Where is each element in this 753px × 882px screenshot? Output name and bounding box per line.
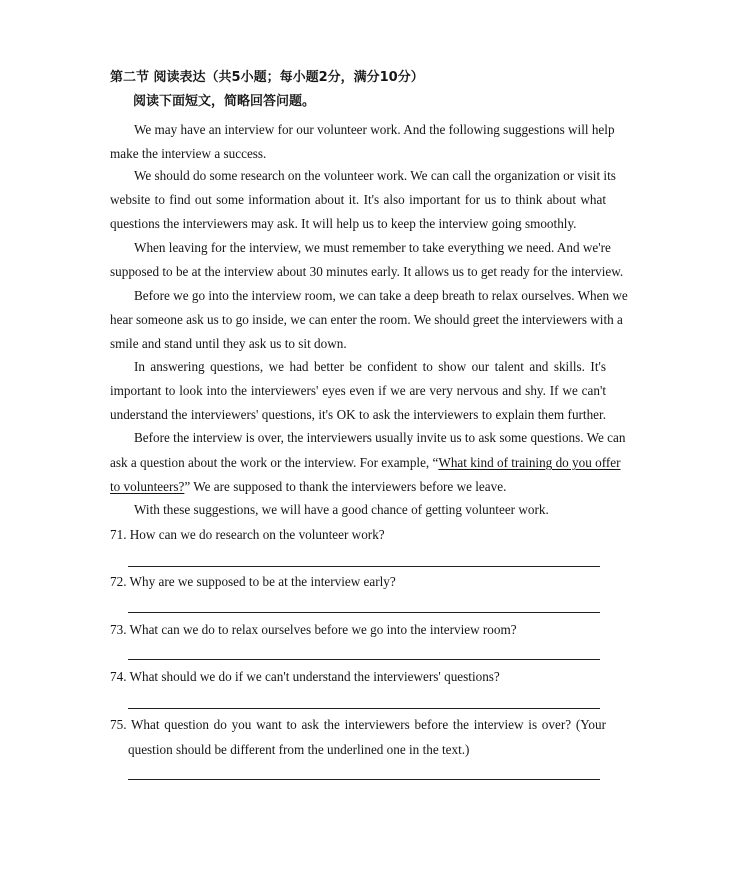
question-72: 72. Why are we supposed to be at the interview early? xyxy=(110,574,396,589)
underlined-example-question: to volunteers? xyxy=(110,479,185,494)
section-instruction: 阅读下面短文，简略回答问题。 xyxy=(133,94,316,109)
answer-line-71[interactable] xyxy=(128,566,600,567)
question-75-continued: question should be different from the underlined one in the text.) xyxy=(128,742,470,757)
passage-line xyxy=(110,477,506,497)
passage-line: In answering questions, we had better be confident to show our talent and skills. It's xyxy=(134,359,606,374)
passage-line: make the interview a success. xyxy=(110,146,267,161)
passage-line: questions the interviewers may ask. It will help us to keep the interview going smoothly. xyxy=(110,216,577,231)
passage-line: supposed to be at the interview about 30 minutes early. It allows us to get ready for the interview. xyxy=(110,264,624,279)
passage-line: When leaving for the interview, we must remember to take everything we need. And we're xyxy=(134,240,611,255)
passage-line: Before the interview is over, the interviewers usually invite us to ask some questions. We can xyxy=(134,430,626,445)
answer-line-73[interactable] xyxy=(128,659,600,660)
section-title: 第二节 阅读表达（共5小题；每小题2分，满分10分） xyxy=(110,70,424,85)
passage-text: ask a question about the work or the interview. For example, “ xyxy=(110,455,439,470)
answer-line-74[interactable] xyxy=(128,708,600,709)
question-71: 71. How can we do research on the volunteer work? xyxy=(110,527,385,542)
passage-line: understand the interviewers' questions, it's OK to ask the interviewers to explain them further. xyxy=(110,407,606,422)
answer-line-72[interactable] xyxy=(128,612,600,613)
passage-line: We should do some research on the volunteer work. We can call the organization or visit its xyxy=(134,168,616,183)
answer-line-75[interactable] xyxy=(128,779,600,780)
question-75: 75. What question do you want to ask the interviewers before the interview is over? (Your xyxy=(110,717,606,732)
question-73: 73. What can we do to relax ourselves before we go into the interview room? xyxy=(110,622,517,637)
passage-line: Before we go into the interview room, we can take a deep breath to relax ourselves. When we xyxy=(134,288,628,303)
passage-line: important to look into the interviewers' eyes even if we are very nervous and shy. If we can't xyxy=(110,383,606,398)
passage-line: hear someone ask us to go inside, we can enter the room. We should greet the interviewers with a xyxy=(110,312,623,327)
passage-text: ” We are supposed to thank the interviewers before we leave. xyxy=(184,479,507,494)
passage-line: With these suggestions, we will have a good chance of getting volunteer work. xyxy=(134,502,549,517)
passage-line xyxy=(110,453,621,473)
passage-line: We may have an interview for our volunteer work. And the following suggestions will help xyxy=(134,122,615,137)
underlined-example-question: What kind of training do you offer xyxy=(438,455,621,470)
question-74: 74. What should we do if we can't understand the interviewers' questions? xyxy=(110,669,500,684)
passage-line: smile and stand until they ask us to sit down. xyxy=(110,336,347,351)
passage-line: website to find out some information about it. It's also important for us to think about what xyxy=(110,192,606,207)
